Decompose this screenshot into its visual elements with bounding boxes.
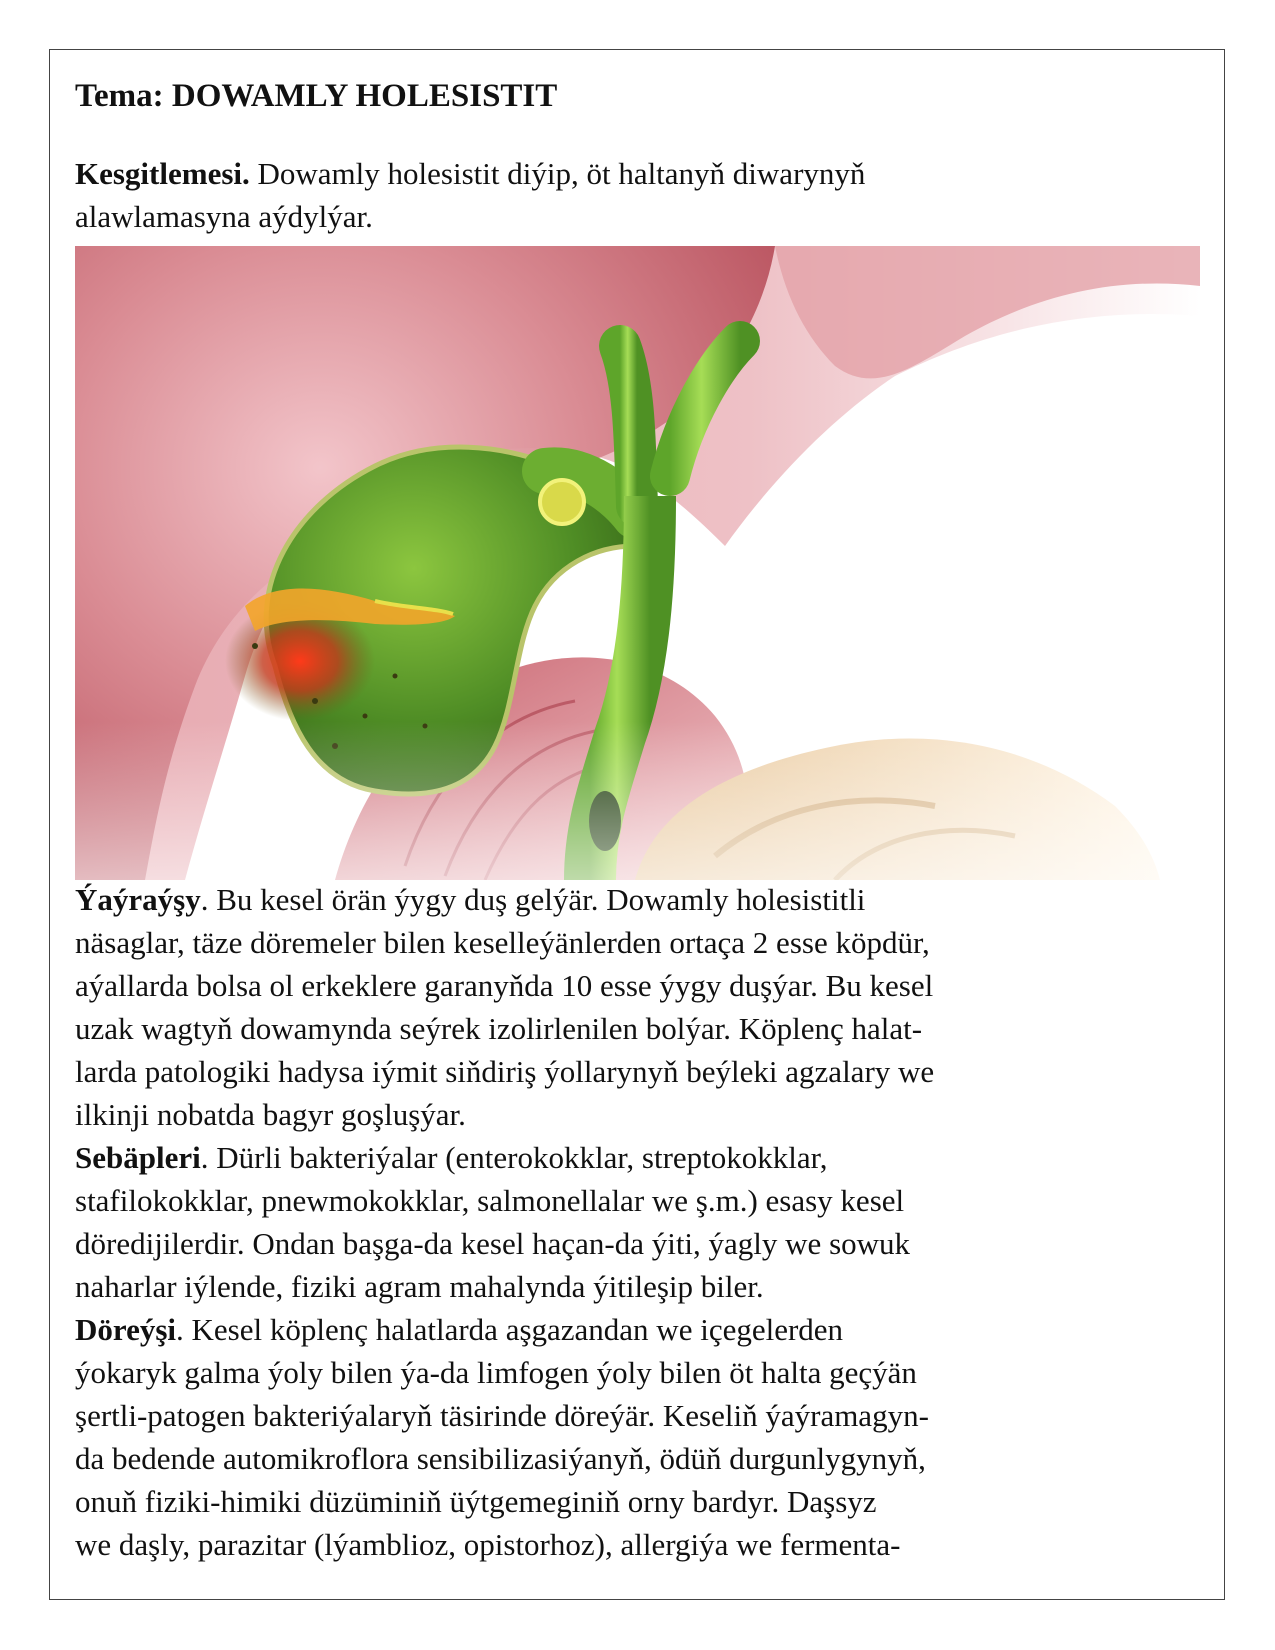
gallbladder-illustration	[75, 246, 1200, 880]
pathogenesis-text-1: . Kesel köplenç halatlarda aşgazandan we içegelerden	[176, 1312, 844, 1347]
causes-line-1	[75, 1136, 1143, 1179]
pathogenesis-line-4: da bedende automikroflora sensibilizasiýanyň, ödüň durgunlygynyň,	[75, 1441, 926, 1476]
spread-line-3: aýallarda bolsa ol erkeklere garanyňda 10 esse ýygy duşýar. Bu kesel	[75, 968, 934, 1003]
causes-term: Sebäpleri	[75, 1140, 201, 1175]
page-title: Tema: DOWAMLY HOLESISTIT	[75, 78, 558, 114]
definition-term: Kesgitlemesi.	[75, 156, 250, 191]
pathogenesis-line-1	[75, 1308, 1143, 1351]
definition-line-1	[75, 152, 1143, 195]
spread-paragraph	[75, 878, 1143, 1136]
spread-line-6: ilkinji nobatda bagyr goşluşýar.	[75, 1097, 466, 1132]
pathogenesis-line-5: onuň fiziki-himiki düzüminiň üýtgemeginiň orny bardyr. Daşsyz	[75, 1484, 877, 1519]
spread-line-4: uzak wagtyň dowamynda seýrek izolirlenilen bolýar. Köplenç halat-	[75, 1011, 923, 1046]
pathogenesis-line-2: ýokaryk galma ýoly bilen ýa-da limfogen ýoly bilen öt halta geçýän	[75, 1355, 917, 1390]
causes-line-2: stafilokokklar, pnewmokokklar, salmonellalar we ş.m.) esasy kesel	[75, 1183, 905, 1218]
definition-line-2: alawlamasyna aýdylýar.	[75, 199, 373, 234]
gallbladder-anatomy-image	[75, 246, 1200, 880]
pathogenesis-paragraph	[75, 1308, 1143, 1566]
pathogenesis-line-3: şertli-patogen bakteriýalaryň täsirinde döreýär. Keseliň ýaýramagyn-	[75, 1398, 929, 1433]
causes-paragraph	[75, 1136, 1143, 1308]
pathogenesis-line-6: we daşly, parazitar (lýamblioz, opistorhoz), allergiýa we fermenta-	[75, 1527, 901, 1562]
spread-line-1	[75, 878, 1143, 921]
spread-line-5: larda patologiki hadysa iýmit siňdiriş ýollarynyň beýleki agzalary we	[75, 1054, 935, 1089]
spread-term: Ýaýraýşy	[75, 882, 201, 917]
spread-line-2: näsaglar, täze döremeler bilen keselleýänlerden ortaça 2 esse köpdür,	[75, 925, 930, 960]
definition-text-1: Dowamly holesistit diýip, öt haltanyň diwarynyň	[249, 156, 866, 191]
spread-text-1: . Bu kesel örän ýygy duş gelýär. Dowamly holesistitli	[200, 882, 866, 917]
causes-text-1: . Dürli bakteriýalar (enterokokklar, streptokokklar,	[200, 1140, 828, 1175]
definition-paragraph	[75, 152, 1143, 238]
causes-line-4: naharlar iýlende, fiziki agram mahalynda ýitileşip biler.	[75, 1269, 764, 1304]
pathogenesis-term: Döreýşi	[75, 1312, 177, 1347]
causes-line-3: döredijilerdir. Ondan başga-da kesel haçan-da ýiti, ýagly we sowuk	[75, 1226, 911, 1261]
